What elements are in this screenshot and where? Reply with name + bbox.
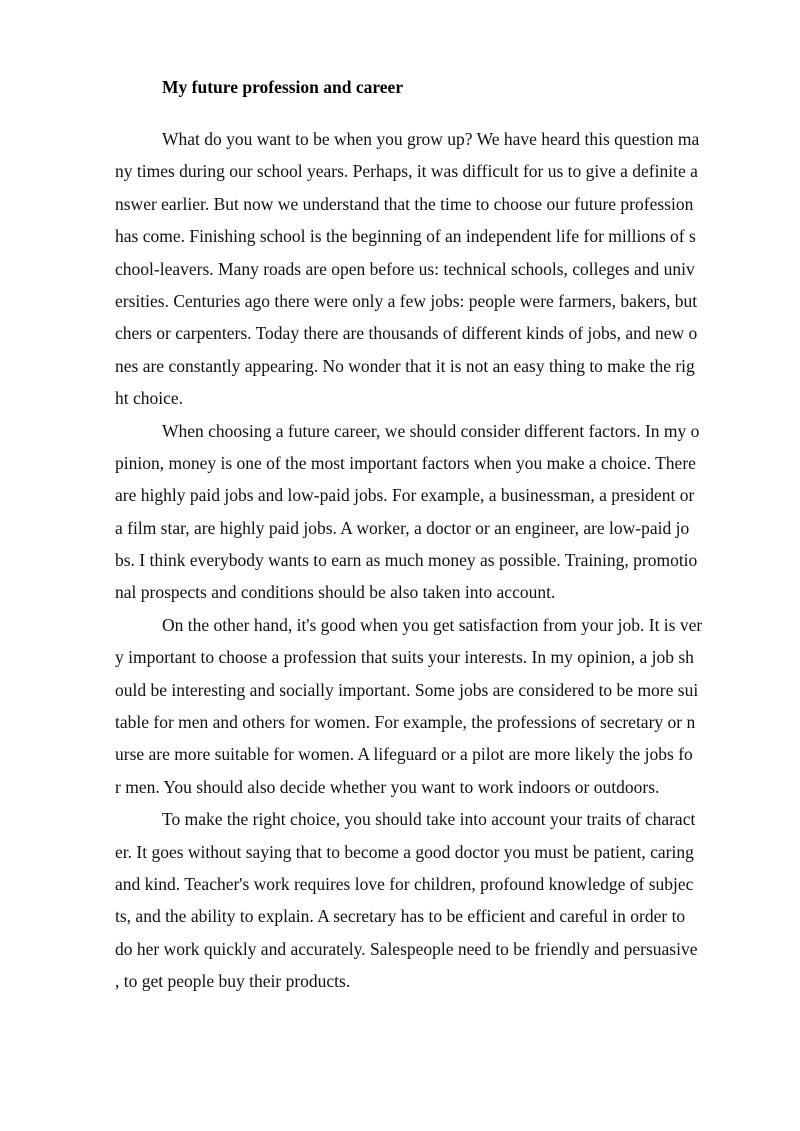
paragraph-first-line: What do you want to be when you grow up? We have heard this question ma	[162, 129, 700, 149]
text-line: ht choice.	[115, 388, 184, 409]
text-line: ny times during our school years. Perhaps, it was difficult for us to give a definite a	[115, 161, 698, 182]
text-line: nswer earlier. But now we understand that the time to choose our future profession	[115, 193, 694, 214]
text-line: are highly paid jobs and low-paid jobs. For example, a businessman, a president or	[115, 485, 695, 506]
document-body	[115, 123, 755, 998]
text-line: nal prospects and conditions should be also taken into account.	[115, 582, 556, 603]
text-line: and kind. Teacher's work requires love for children, profound knowledge of subjec	[115, 873, 694, 894]
paragraph-first-line: To make the right choice, you should take into account your traits of charact	[162, 809, 696, 830]
text-line: chers or carpenters. Today there are thousands of different kinds of jobs, and new o	[115, 323, 698, 344]
document-title: My future profession and career	[162, 77, 404, 97]
text-line: ts, and the ability to explain. A secretary has to be efficient and careful in order to	[115, 906, 686, 927]
text-line: a film star, are highly paid jobs. A worker, a doctor or an engineer, are low-paid jo	[115, 517, 690, 538]
text-line: has come. Finishing school is the beginning of an independent life for millions of s	[115, 226, 696, 247]
text-line: y important to choose a profession that suits your interests. In my opinion, a job sh	[115, 647, 694, 668]
text-line: ersities. Centuries ago there were only a few jobs: people were farmers, bakers, but	[115, 290, 698, 311]
text-line: pinion, money is one of the most important factors when you make a choice. There	[115, 452, 696, 473]
text-line: er. It goes without saying that to become a good doctor you must be patient, caring	[115, 841, 694, 862]
text-line: ould be interesting and socially important. Some jobs are considered to be more sui	[115, 679, 699, 700]
text-line: nes are constantly appearing. No wonder that it is not an easy thing to make the rig	[115, 355, 695, 376]
text-line: chool-leavers. Many roads are open before us: technical schools, colleges and univ	[115, 258, 695, 279]
paragraph-first-line: When choosing a future career, we should consider different factors. In my o	[162, 420, 700, 441]
text-line: urse are more suitable for women. A lifeguard or a pilot are more likely the jobs fo	[115, 744, 693, 765]
text-line: do her work quickly and accurately. Salespeople need to be friendly and persuasive	[115, 938, 698, 959]
text-line: bs. I think everybody wants to earn as much money as possible. Training, promotio	[115, 550, 698, 571]
text-line: r men. You should also decide whether you want to work indoors or outdoors.	[115, 776, 660, 797]
paragraph-first-line: On the other hand, it's good when you get satisfaction from your job. It is ver	[162, 614, 703, 635]
text-line: table for men and others for women. For example, the professions of secretary or n	[115, 712, 696, 733]
text-line: , to get people buy their products.	[115, 971, 351, 992]
